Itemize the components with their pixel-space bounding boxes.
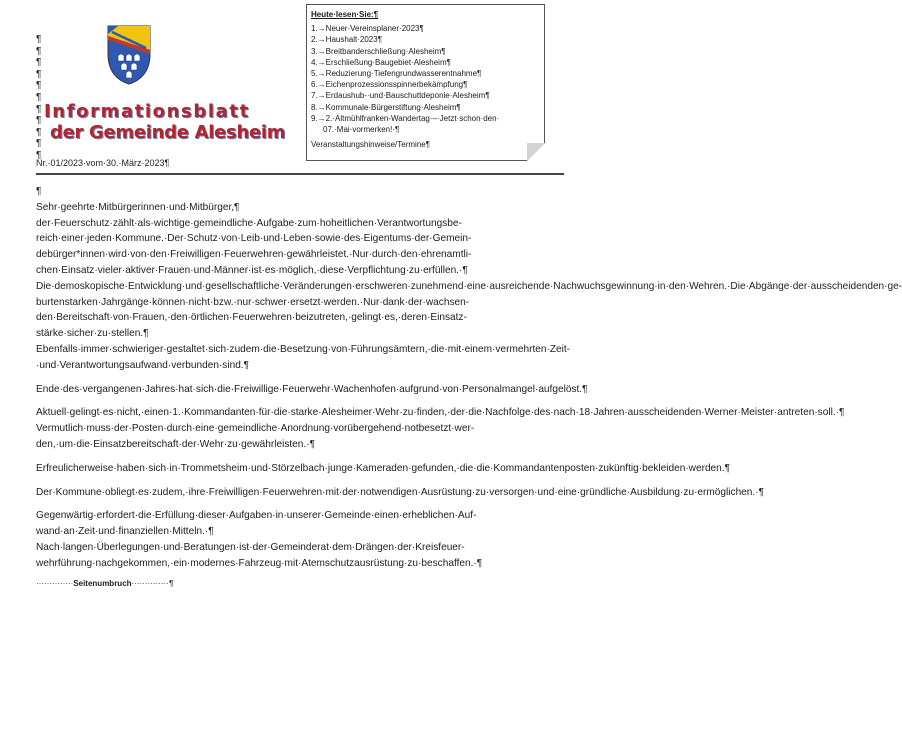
contents-item: 7.→Erdaushub-·und·Bauschuttdeponie·Alesheim¶ [311, 91, 490, 101]
pilcrow: ¶ [36, 80, 42, 92]
paragraph: Vermutlich·muss·der·Posten·durch·eine·gemeindliche·Anordnung·vorübergehend·notbesetzt·werden,·um·die·Einsatzbereitschaft·der·Wehr·zu·gewährleisten.·¶ [36, 423, 475, 450]
blank-paragraph: ¶ [36, 186, 42, 197]
paragraph: Ende·des·vergangenen·Jahres·hat·sich·die·Freiwillige·Feuerwehr·Wachenhofen·aufgrund·von·Personalmangel·aufgelöst.¶ [36, 383, 588, 395]
paragraph: Gegenwärtig·erfordert·die·Erfüllung·dieser·Aufgaben·in·unserer·Gemeinde·einen·erheblichen·Aufwand·an·Zeit·und·finanziellen·Mitteln.·¶ [36, 510, 477, 538]
contents-item: 8.→Kommunale·Bürgerstiftung·Alesheim¶ [311, 102, 461, 112]
page-curl-icon [527, 143, 545, 161]
paragraph: Die·demoskopische·Entwicklung·und·gesellschaftliche·Veränderungen·erschweren·zunehmend·eine·ausreichende·Nachwuchsgewinnung·in·den·Wehren.·Die·Abgänge·der·ausscheidenden·geburtenstarken·Jahrgänge·können·nicht·bzw.·nur·schwer·ersetzt·werden.·Nur·dank·der·wachsenden·Bereitschaft·von·Frauen,·den·örtlichen·Feuerwehren·beizutreten,·gelingt·es,·deren·Einsatzstärke·sicher·zu·stellen.¶ [36, 280, 902, 340]
masthead-line-2: der Gemeinde Alesheim [50, 122, 286, 143]
coat-of-arms-icon [106, 24, 152, 86]
contents-item: 1.→Neuer·Vereinsplaner·2023¶ [311, 24, 424, 34]
pilcrow: ¶ [36, 68, 42, 80]
pilcrow: ¶ [36, 57, 42, 69]
pilcrow: ¶ [36, 138, 42, 150]
header-divider [36, 173, 564, 175]
pilcrow: ¶ [36, 103, 42, 115]
pilcrow: ¶ [36, 126, 42, 138]
masthead-line-1: Informationsblatt [44, 101, 250, 122]
paragraph: Aktuell·gelingt·es·nicht,·einen·1.·Kommandanten·für·die·starke·Alesheimer·Wehr·zu·finden,·der·die·Nachfolge·des·nach·18·Jahren·ausscheidenden·Werner·Meister·antreten·soll.·¶ [36, 407, 845, 419]
pilcrow: ¶ [36, 91, 42, 103]
page-break-marker: ··············Seitenumbruch··············¶ [36, 578, 174, 588]
page-break-label: Seitenumbruch [73, 578, 132, 588]
paragraph: der·Feuerschutz·zählt·als·wichtige·gemeindliche·Aufgabe·zum·hoheitlichen·Verantwortungsbereich·einer·jeden·Kommune.·Der·Schutz·von·Leib·und·Leben·sowie·des·Eigentums·der·Gemeindebürger*innen·wird·von·den·Freiwilligen·Feuerwehren·gewährleistet.·Nur·durch·den·ehrenamtlichen·Einsatz·vieler·aktiver·Frauen·und·Männer·ist·es·möglich,·diese·Verpflichtung·zu·erfüllen.·¶ [36, 217, 472, 276]
contents-item: 07.·Mai·vormerken!·¶ [323, 125, 400, 135]
pilcrow: ¶ [36, 34, 42, 45]
contents-item: 6.→Eichenprozessionsspinnerbekämpfung¶ [311, 80, 468, 90]
masthead-title [44, 101, 286, 144]
greeting: Sehr·geehrte·Mitbürgerinnen·und·Mitbürger,¶ [36, 201, 240, 213]
paragraph: Erfreulicherweise·haben·sich·in·Trommetsheim·und·Störzelbach·junge·Kameraden·gefunden,·die·die·Kommandantenposten·zukünftig·bekleiden·werden.¶ [36, 462, 731, 474]
contents-heading: Heute·lesen·Sie:¶ [311, 10, 379, 19]
letter-body [36, 184, 902, 591]
pilcrow: ¶ [36, 115, 42, 127]
contents-box [306, 4, 545, 161]
pilcrow: ¶ [36, 45, 42, 57]
contents-item: 3.→Breitbanderschließung·Alesheim¶ [311, 46, 446, 56]
contents-item: 9.→2.·Altmühlfranken-Wandertag·–·Jetzt·schon·den· [311, 113, 500, 123]
contents-item: 2.→Haushalt·2023¶ [311, 35, 383, 45]
issue-line: Nr.·01/2023·vom·30.·März·2023¶ [36, 158, 170, 168]
contents-item: 4.→Erschließung·Baugebiet·Alesheim¶ [311, 57, 451, 67]
contents-footer: Veranstaltungshinweise/Termine¶ [311, 140, 431, 150]
paragraph: Der·Kommune·obliegt·es·zudem,·ihre·Freiwilligen·Feuerwehren·mit·der·notwendigen·Ausrüstung·zu·versorgen·und·eine·gründliche·Ausbildung·zu·ermöglichen.·¶ [36, 486, 764, 498]
paragraph: Nach·langen·Überlegungen·und·Beratungen·ist·der·Gemeinderat·dem·Drängen·der·Kreisfeuerwehrführung·nachgekommen,·ein·modernes·Fahrzeug·mit·Atemschutzausrüstung·zu·beschaffen.·¶ [36, 541, 483, 569]
contents-item: 5.→Reduzierung·Tiefengrundwasserentnahme¶ [311, 69, 482, 79]
pilcrow-column [36, 34, 41, 162]
paragraph: Ebenfalls·immer·schwieriger·gestaltet·sich·zudem·die·Besetzung·von·Führungsämtern,·die·mit·einem·vermehrten·Zeit-·und·Verantwortungsaufwand·verbunden·sind.¶ [36, 343, 571, 371]
pilcrow: ¶ [36, 149, 42, 161]
